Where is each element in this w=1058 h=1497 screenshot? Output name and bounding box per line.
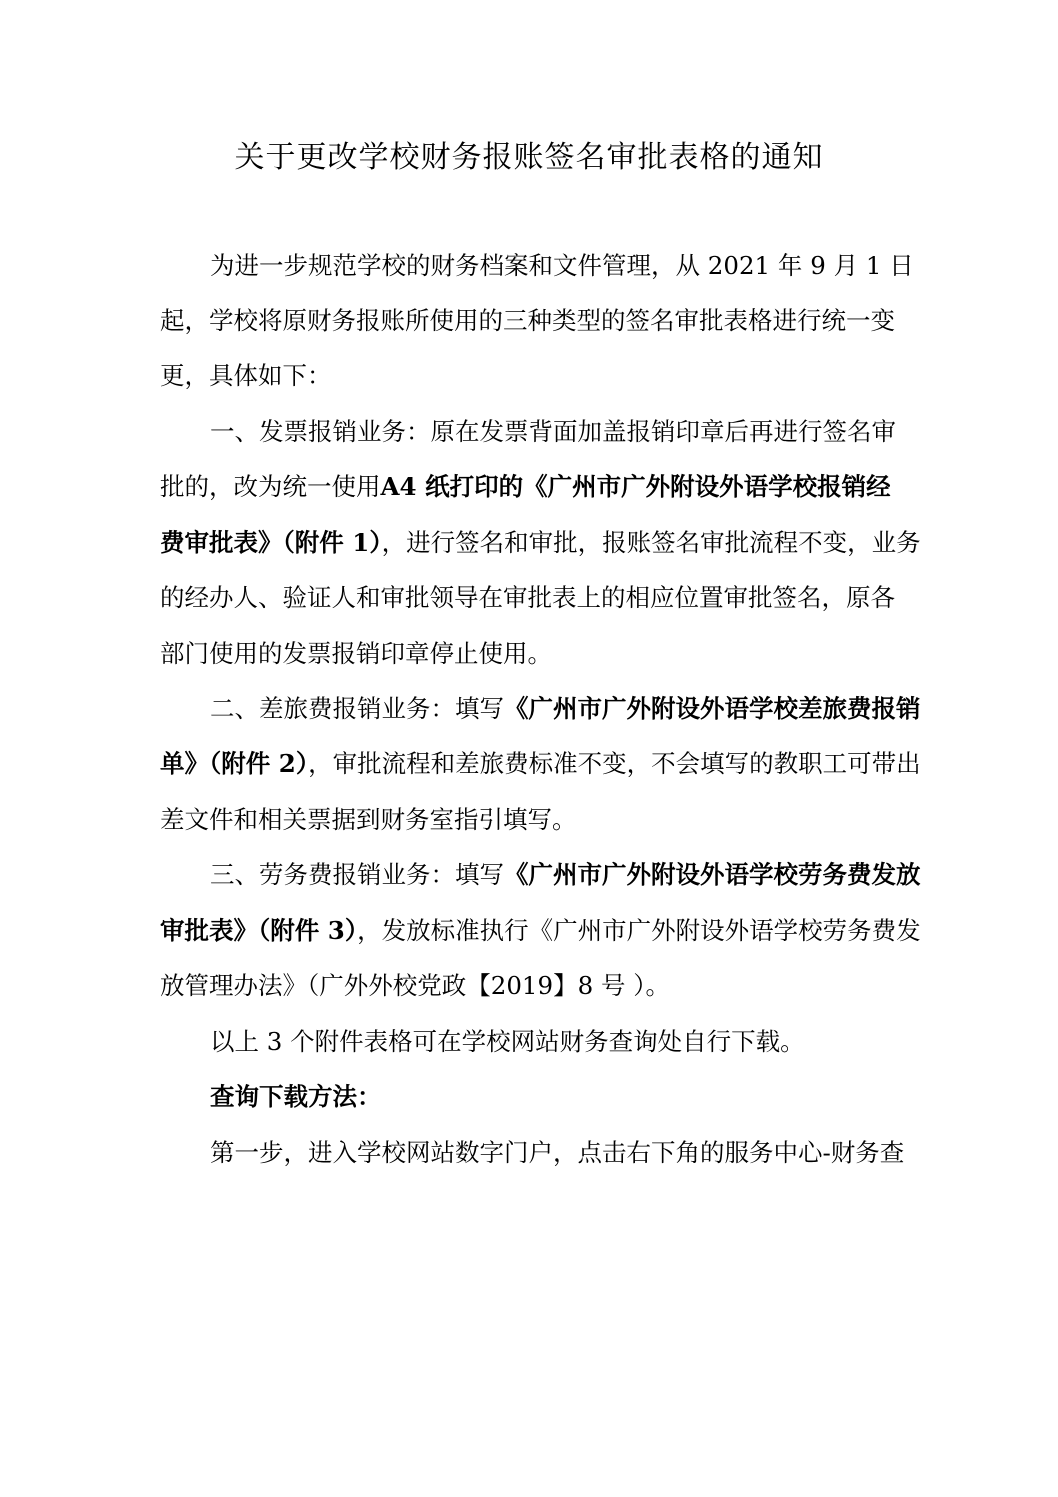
item3-line: 放管理办法》（广外外校党政【2019】8 号 ）。 xyxy=(160,971,671,1000)
item2-bold-text: 《广州市广外附设外语学校差旅费报销 xyxy=(504,694,921,723)
item1-line xyxy=(160,525,921,561)
step1-line: 第一步，进入学校网站数字门户，点击右下角的服务中心-财务查 xyxy=(210,1138,905,1167)
download-note: 以上 3 个附件表格可在学校网站财务查询处自行下载。 xyxy=(210,1027,805,1056)
item2-text: 二、差旅费报销业务：填写 xyxy=(210,694,504,723)
item1-line: 一、发票报销业务：原在发票背面加盖报销印章后再进行签名审 xyxy=(210,417,896,446)
item2-line xyxy=(160,746,921,782)
intro-line: 起，学校将原财务报账所使用的三种类型的签名审批表格进行统一变 xyxy=(160,306,895,335)
item2-line: 差文件和相关票据到财务室指引填写。 xyxy=(160,805,577,834)
item2-text: ，审批流程和差旅费标准不变，不会填写的教职工可带出 xyxy=(308,749,921,778)
method-heading xyxy=(210,1079,950,1115)
item3-bold-text: 审批表》（附件 3） xyxy=(160,916,358,945)
item1-line: 部门使用的发票报销印章停止使用。 xyxy=(160,639,552,668)
method-heading-text: 查询下载方法： xyxy=(210,1082,382,1111)
item3-line xyxy=(160,913,921,949)
item2-line xyxy=(210,691,950,727)
intro-line: 为进一步规范学校的财务档案和文件管理，从 2021 年 9 月 1 日 xyxy=(210,251,914,280)
document-title: 关于更改学校财务报账签名审批表格的通知 xyxy=(234,140,824,175)
item3-text: 三、劳务费报销业务：填写 xyxy=(210,860,504,889)
item1-line xyxy=(160,469,900,505)
item3-line xyxy=(210,857,950,893)
item1-text: ，进行签名和审批，报账签名审批流程不变，业务 xyxy=(381,528,921,557)
item2-bold-text: 单》（附件 2） xyxy=(160,749,309,778)
item1-bold-text: A4 纸打印的《广州市广外附设外语学校报销经 xyxy=(380,472,891,501)
item1-bold-text: 费审批表》（附件 1） xyxy=(160,528,382,557)
item3-text: ，发放标准执行《广州市广外附设外语学校劳务费发 xyxy=(357,916,921,945)
intro-line: 更，具体如下： xyxy=(160,361,332,390)
item1-line: 的经办人、验证人和审批领导在审批表上的相应位置审批签名，原各 xyxy=(160,583,895,612)
item3-bold-text: 《广州市广外附设外语学校劳务费发放 xyxy=(504,860,921,889)
item1-text: 批的，改为统一使用 xyxy=(160,472,381,501)
